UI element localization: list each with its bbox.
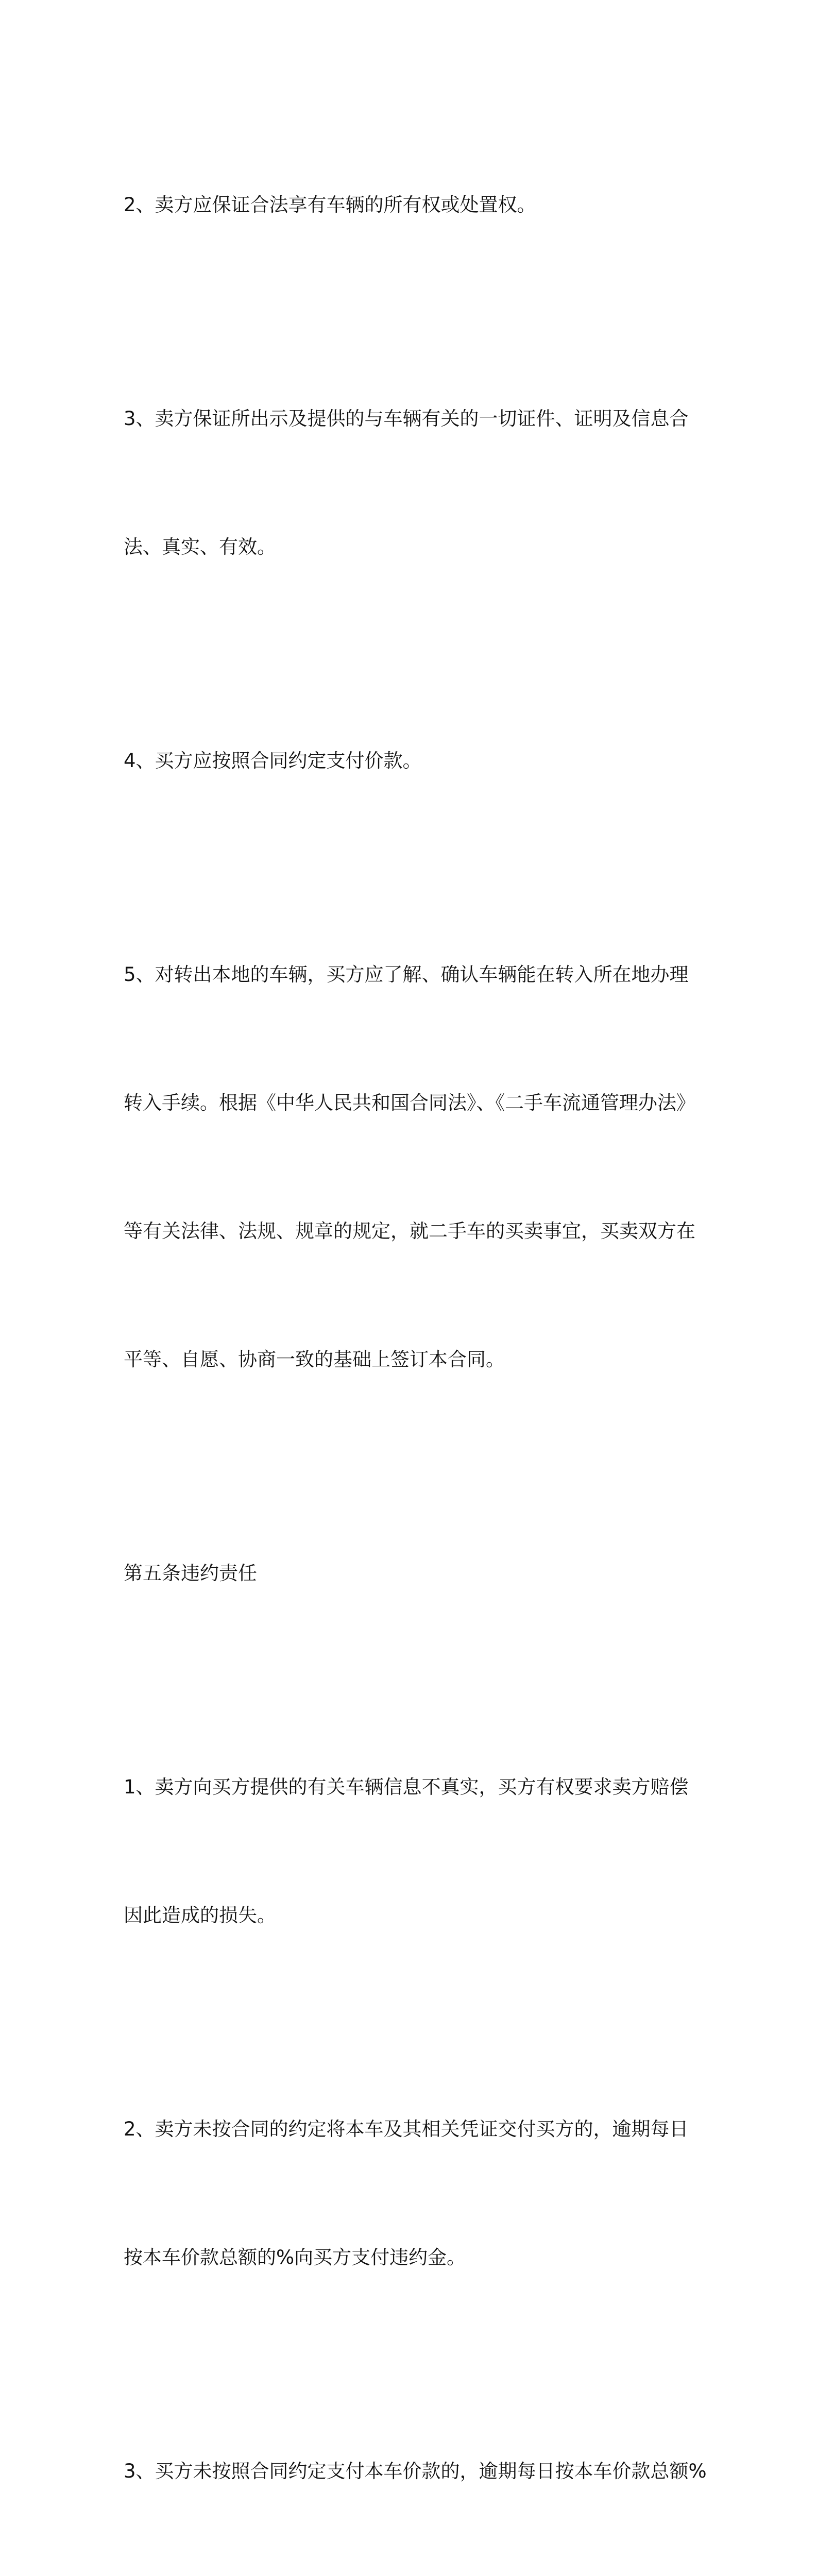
- text-line: 4、买方应按照合同约定支付价款。: [124, 750, 422, 772]
- text-line: 2、卖方未按合同的约定将本车及其相关凭证交付买方的，逾期每日: [124, 2118, 689, 2140]
- text-line: 平等、自愿、协商一致的基础上签订本合同。: [124, 1348, 505, 1370]
- text-line: 3、卖方保证所出示及提供的与车辆有关的一切证件、证明及信息合: [124, 408, 689, 430]
- text-line: 第五条违约责任: [124, 1562, 257, 1584]
- text-line: 3、买方未按照合同约定支付本车价款的，逾期每日按本车价款总额%: [124, 2460, 707, 2482]
- text-line: 转入手续。根据《中华人民共和国合同法》、《二手车流通管理办法》: [124, 1092, 695, 1114]
- text-line: 2、卖方应保证合法享有车辆的所有权或处置权。: [124, 194, 536, 216]
- document-page: [124, 98, 707, 2576]
- text-line: 5、对转出本地的车辆，买方应了解、确认车辆能在转入所在地办理: [124, 963, 689, 986]
- paragraph-buyer-payment: [124, 654, 701, 868]
- text-line: 因此造成的损失。: [124, 1904, 276, 1926]
- text-line: 等有关法律、法规、规章的规定，就二手车的买卖事宜，买卖双方在: [124, 1220, 695, 1242]
- paragraph-transfer-out: [124, 868, 701, 1466]
- text-line: 按本车价款总额的%向买方支付违约金。: [124, 2246, 466, 2268]
- heading-article-5: [124, 1466, 701, 1680]
- paragraph-breach-1: [124, 1680, 701, 2022]
- text-line: 1、卖方向买方提供的有关车辆信息不真实，买方有权要求卖方赔偿: [124, 1776, 689, 1798]
- paragraph-breach-2: [124, 2022, 701, 2364]
- text-line: 法、真实、有效。: [124, 536, 276, 558]
- paragraph-seller-documents: [124, 312, 701, 654]
- paragraph-breach-3: [124, 2364, 707, 2576]
- paragraph-seller-ownership: [124, 98, 701, 312]
